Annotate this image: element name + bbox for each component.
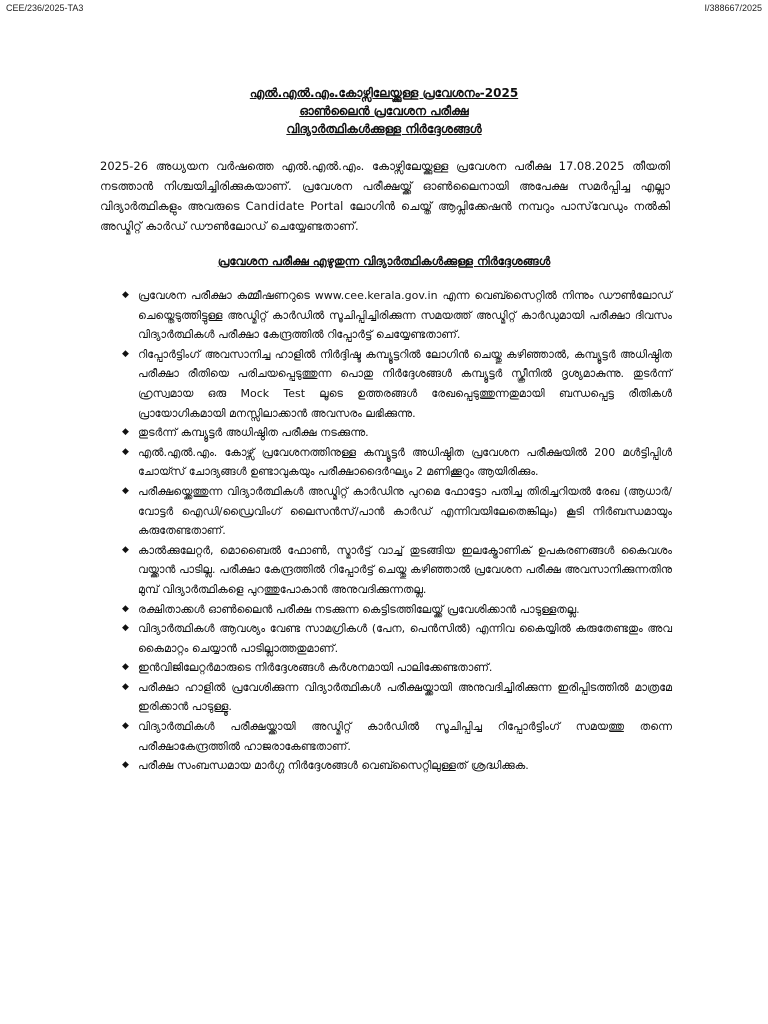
- diamond-bullet-icon: ◆: [122, 760, 129, 771]
- list-item-text: പരീക്ഷാ ഹാളിൽ പ്രവേശിക്കുന്ന വിദ്യാർത്ഥികൾ പരീക്ഷയ്ക്കായി അനുവദിച്ചിരിക്കുന്ന ഇരിപ്പിടത്തിൽ മാത്രമേ ഇരിക്കാൻ പാടുള്ളൂ.: [138, 680, 672, 714]
- diamond-bullet-icon: ◆: [122, 427, 129, 438]
- list-item: [120, 345, 672, 423]
- diamond-bullet-icon: ◆: [122, 348, 129, 359]
- list-item: [120, 443, 672, 482]
- title-block: [0, 84, 768, 138]
- diamond-bullet-icon: ◆: [122, 290, 129, 300]
- list-item-text: തുടർന്ന് കമ്പ്യൂട്ടർ അധിഷ്ഠിത പരീക്ഷ നടക്കുന്നു.: [138, 426, 369, 440]
- document-subtitle-instructions: വിദ്യാർത്ഥികൾക്കുള്ള നിർദ്ദേശങ്ങൾ: [286, 122, 482, 136]
- list-item: [120, 756, 672, 776]
- list-item: [120, 658, 672, 678]
- list-item: [120, 541, 672, 600]
- list-item: [120, 482, 672, 541]
- document-subtitle: ഓൺലൈൻ പ്രവേശന പരീക്ഷ: [299, 104, 469, 118]
- list-item-text: വിദ്യാർത്ഥികൾ പരീക്ഷയ്ക്കായി അഡ്മിറ്റ് കാർഡിൽ സൂചിപ്പിച്ച റിപ്പോർട്ടിംഗ് സമയത്തു തന്നെ പരീക്ഷാകേന്ദ്രത്തിൽ ഹാജരാകേണ്ടതാണ്.: [138, 720, 672, 753]
- instructions-list: [120, 286, 672, 776]
- list-item-text: റിപ്പോർട്ടിംഗ് അവസാനിച്ച ഹാളിൽ നിർദ്ദിഷ്ട കമ്പ്യൂട്ടറിൽ ലോഗിൻ ചെയ്തു കഴിഞ്ഞാൽ, കമ്പ്യൂട്ടർ അധിഷ്ഠിത പരീക്ഷാ രീതിയെ പരിചയപ്പെടുത്തുന്ന പൊതു നിർദ്ദേശങ്ങൾ കമ്പ്യൂട്ടർ സ്ക്രീനിൽ ദൃശ്യമാകുന്നു. തുടർന്ന് ഹ്രസ്വമായ ഒരു Mock Test ലൂടെ ഉത്തരങ്ങൾ രേഖപ്പെടുത്തുന്നതുമായി ബന്ധപ്പെട്ട രീതികൾ പ്രായോഗികമായി മനസ്സിലാക്കാൻ അവസരം ലഭിക്കുന്നു.: [138, 347, 672, 420]
- diamond-bullet-icon: ◆: [122, 721, 129, 732]
- list-item-text: രക്ഷിതാക്കൾ ഓൺലൈൻ പരീക്ഷ നടക്കുന്ന കെട്ടിടത്തിലേയ്ക്ക് പ്രവേശിക്കാൻ പാടുള്ളതല്ല.: [138, 602, 580, 616]
- diamond-bullet-icon: ◆: [122, 485, 129, 496]
- diamond-bullet-icon: ◆: [122, 603, 129, 614]
- list-item: [120, 286, 672, 345]
- list-item-text: പരീക്ഷ സംബന്ധമായ മാർഗ്ഗ നിർദ്ദേശങ്ങൾ വെബ്സൈറ്റിലുള്ളത് ശ്രദ്ധിക്കുക.: [138, 759, 529, 773]
- document-reference-number: CEE/236/2025-TA3: [6, 3, 84, 13]
- diamond-bullet-icon: ◆: [122, 681, 129, 692]
- list-item-text: എൽ.എൽ.എം. കോഴ്സ് പ്രവേശനത്തിനുള്ള കമ്പ്യൂട്ടർ അധിഷ്ഠിത പ്രവേശന പരീക്ഷയിൽ 200 മൾട്ടിപ്പിൾ ചോയ്സ് ചോദ്യങ്ങൾ ഉണ്ടാവുകയും പരീക്ഷാദൈർഘ്യം 2 മണിക്കൂറും ആയിരിക്കും.: [138, 445, 672, 479]
- file-reference-number: I/388667/2025: [704, 3, 762, 13]
- list-item: [120, 717, 672, 756]
- list-item-text: ഇൻവിജിലേറ്റർമാരുടെ നിർദ്ദേശങ്ങൾ കർശനമായി പാലിക്കേണ്ടതാണ്.: [138, 661, 493, 675]
- section-heading: പ്രവേശന പരീക്ഷ എഴുതുന്ന വിദ്യാർത്ഥികൾക്കുള്ള നിർദ്ദേശങ്ങൾ: [217, 254, 551, 268]
- diamond-bullet-icon: ◆: [122, 446, 129, 457]
- list-item: [120, 678, 672, 717]
- intro-paragraph: 2025-26 അധ്യയന വർഷത്തെ എൽ.എൽ.എം. കോഴ്സിലേയ്ക്കുള്ള പ്രവേശന പരീക്ഷ 17.08.2025 തീയതി നടത്താൻ നിശ്ചയിച്ചിരിക്കുകയാണ്. പ്രവേശന പരീക്ഷയ്ക്ക് ഓൺലൈനായി അപേക്ഷ സമർപ്പിച്ച എല്ലാ വിദ്യാർത്ഥികളും അവരുടെ Candidate Portal ലോഗിൻ ചെയ്ത് ആപ്ലിക്കേഷൻ നമ്പറും പാസ്‌വേഡും നൽകി അഡ്മിറ്റ് കാർഡ് ഡൗൺലോഡ് ചെയ്യേണ്ടതാണ്.: [100, 159, 670, 233]
- diamond-bullet-icon: ◆: [122, 623, 129, 634]
- diamond-bullet-icon: ◆: [122, 662, 129, 673]
- list-item-text: വിദ്യാർത്ഥികൾ ആവശ്യം വേണ്ട സാമഗ്രികൾ (പേന, പെൻസിൽ) എന്നിവ കൈയ്യിൽ കരുതേണ്ടതും അവ കൈമാറ്റം ചെയ്യാൻ പാടില്ലാത്തതുമാണ്.: [138, 622, 672, 655]
- list-item: [120, 600, 672, 620]
- diamond-bullet-icon: ◆: [122, 544, 129, 555]
- list-item-text: പ്രവേശന പരീക്ഷാ കമ്മീഷണറുടെ www.cee.kerala.gov.in എന്ന വെബ്സൈറ്റിൽ നിന്നും ഡൗൺലോഡ് ചെയ്തെടുത്തിട്ടുള്ള അഡ്മിറ്റ് കാർഡിൽ സൂചിപ്പിച്ചിരിക്കുന്ന സമയത്ത് അഡ്മിറ്റ് കാർഡുമായി പരീക്ഷാ ദിവസം വിദ്യാർത്ഥികൾ പരീക്ഷാ കേന്ദ്രത്തിൽ റിപ്പോർട്ട് ചെയ്യേണ്ടതാണ്.: [138, 289, 672, 342]
- list-item-text: പരീക്ഷയ്ക്കെത്തുന്ന വിദ്യാർത്ഥികൾ അഡ്മിറ്റ് കാർഡിനു പുറമെ ഫോട്ടോ പതിച്ച തിരിച്ചറിയൽ രേഖ (ആധാർ/വോട്ടർ ഐഡി/ഡ്രൈവിംഗ് ലൈസൻസ്/പാൻ കാർഡ് എന്നിവയിലേതെങ്കിലും) കൂടി നിർബന്ധമായും കരുതേണ്ടതാണ്.: [138, 484, 672, 538]
- list-item: [120, 619, 672, 658]
- list-item-text: കാൽക്കുലേറ്റർ, മൊബൈൽ ഫോൺ, സ്മാർട്ട് വാച്ച് തുടങ്ങിയ ഇലക്ട്രോണിക് ഉപകരണങ്ങൾ കൈവശം വയ്ക്കാൻ പാടില്ല. പരീക്ഷാ കേന്ദ്രത്തിൽ റിപ്പോർട്ട് ചെയ്തു കഴിഞ്ഞാൽ പ്രവേശന പരീക്ഷ അവസാനിക്കുന്നതിനു മുമ്പ് വിദ്യാർത്ഥികളെ പുറത്തുപോകാൻ അനുവദിക്കുന്നതല്ല.: [138, 543, 672, 596]
- list-item: [120, 423, 672, 443]
- document-title: എൽ.എൽ.എം.കോഴ്സിലേയ്ക്കുള്ള പ്രവേശനം-2025: [249, 86, 519, 100]
